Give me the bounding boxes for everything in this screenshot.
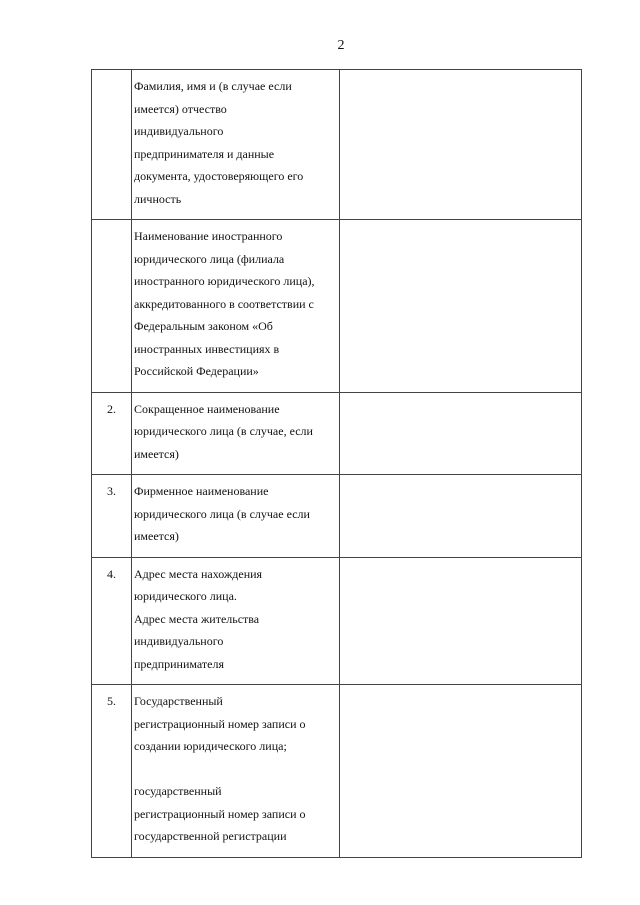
table-row — [92, 70, 582, 220]
row-value-cell[interactable] — [340, 685, 582, 858]
label-line: Наименование иностранного — [134, 229, 283, 243]
row-number-cell: 4. — [92, 557, 132, 685]
row-label-cell — [132, 70, 340, 220]
label-line: имеется) — [134, 529, 179, 543]
row-label-cell — [132, 685, 340, 858]
label-line: предпринимателя — [134, 656, 224, 671]
row-label-cell — [132, 392, 340, 475]
label-line: регистрационный номер записи о — [134, 716, 306, 731]
blank-line — [134, 758, 335, 781]
label-line: юридического лица. — [134, 589, 237, 603]
table-row — [92, 220, 582, 393]
label-line: иностранных инвестициях в — [134, 341, 280, 356]
row-number-cell: 3. — [92, 475, 132, 558]
table-row — [92, 392, 582, 475]
label-line: Фирменное наименование — [134, 484, 269, 498]
label-line: документа, удостоверяющего его — [134, 169, 304, 183]
row-label-cell — [132, 220, 340, 393]
row-number-cell — [92, 220, 132, 393]
label-line: юридического лица (в случае если — [134, 506, 310, 521]
page-number: 2 — [337, 38, 345, 53]
label-line: создании юридического лица; — [134, 739, 287, 753]
label-line: юридического лица (филиала — [134, 251, 285, 266]
row-label-cell — [132, 557, 340, 685]
label-line: имеется) — [134, 446, 179, 461]
label-line: Адрес места нахождения — [134, 566, 263, 581]
row-value-cell[interactable] — [340, 392, 582, 475]
row-value-cell[interactable] — [340, 557, 582, 685]
label-line: юридического лица (в случае, если — [134, 424, 313, 438]
label-line: Российской Федерации» — [134, 364, 259, 378]
row-label-cell — [132, 475, 340, 558]
row-number-cell: 5. — [92, 685, 132, 858]
label-line: иностранного юридического лица), — [134, 274, 315, 288]
table-row — [92, 557, 582, 685]
form-table — [91, 69, 582, 858]
label-line: Сокращенное наименование — [134, 401, 280, 416]
label-line: Фамилия, имя и (в случае если — [134, 79, 292, 93]
label-line: государственный — [134, 784, 222, 798]
row-value-cell[interactable] — [340, 70, 582, 220]
label-line: Государственный — [134, 694, 223, 708]
label-line: индивидуального — [134, 124, 224, 138]
label-line: Адрес места жительства — [134, 611, 260, 626]
table-row — [92, 475, 582, 558]
label-line: личность — [134, 191, 182, 206]
label-line: государственной регистрации — [134, 829, 287, 843]
label-line: имеется) отчество — [134, 101, 227, 116]
table-row — [92, 685, 582, 858]
label-line: индивидуального — [134, 634, 224, 648]
label-line: регистрационный номер записи о — [134, 806, 306, 821]
label-line: предпринимателя и данные — [134, 146, 275, 161]
row-number-cell — [92, 70, 132, 220]
label-line: Федеральным законом «Об — [134, 319, 273, 333]
row-value-cell[interactable] — [340, 220, 582, 393]
label-line: аккредитованного в соответствии с — [134, 296, 314, 311]
row-value-cell[interactable] — [340, 475, 582, 558]
row-number-cell: 2. — [92, 392, 132, 475]
